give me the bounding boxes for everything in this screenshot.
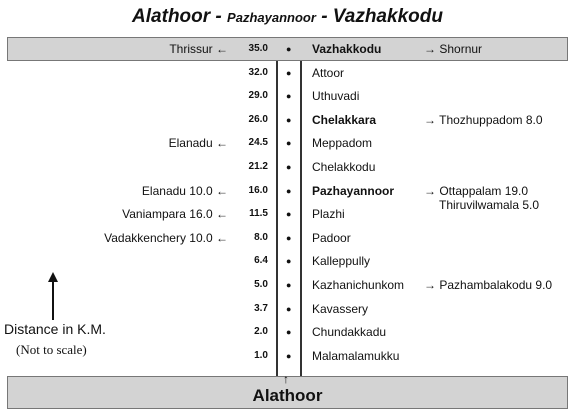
left-branch — [169, 39, 228, 59]
left-branch-label: Vaniampara 16.0 — [122, 207, 213, 222]
stop-dot-icon: ● — [286, 209, 292, 220]
stop-distance: 32.0 — [248, 66, 268, 78]
left-branch-label: Thrissur — [169, 42, 213, 56]
stop-dot-icon: ● — [286, 350, 292, 361]
stop-name: Chelakkodu — [312, 160, 376, 174]
stop-name: Kavassery — [312, 301, 369, 316]
stop-row — [0, 39, 575, 59]
stop-name: Attoor — [312, 65, 345, 80]
stop-dot-icon: ● — [286, 232, 292, 243]
distance-arrow-icon — [48, 272, 58, 320]
stop-dot-icon: ● — [286, 256, 292, 267]
stop-name: Chundakkadu — [312, 325, 387, 340]
stop-distance: 5.0 — [254, 279, 268, 290]
stop-distance: 29.0 — [248, 90, 268, 102]
legend-label: Distance in K.M. — [4, 321, 106, 337]
left-branch — [142, 181, 228, 201]
stop-dot-icon: ● — [286, 162, 292, 172]
stop-row — [0, 181, 575, 212]
left-branch-label: Elanadu 10.0 — [141, 183, 213, 198]
up-arrow-icon: ↑ — [283, 372, 289, 386]
stop-distance: 3.7 — [254, 302, 268, 314]
legend-note: (Not to scale) — [16, 342, 87, 357]
stop-dot-icon: ● — [286, 91, 292, 102]
title-end: - Vazhakkodu — [321, 6, 443, 27]
stop-dot-icon: ● — [286, 327, 292, 338]
right-branch-label: Ottappalam 19.0 — [439, 183, 529, 198]
stop-row — [0, 63, 575, 83]
stop-row — [0, 110, 575, 130]
left-branch — [104, 228, 228, 248]
stop-dot-icon: ● — [286, 114, 292, 125]
stop-dot-icon: ● — [286, 44, 292, 54]
stop-row — [0, 228, 575, 248]
stop-dot-icon: ● — [286, 280, 292, 290]
stop-name: Kalleppully — [312, 254, 371, 269]
stop-name: Uthuvadi — [312, 89, 360, 104]
origin-label: Alathoor — [252, 386, 323, 405]
stop-dot-icon: ● — [286, 67, 292, 78]
right-arrow-icon: → — [424, 278, 440, 292]
right-arrow-icon: → — [424, 112, 440, 127]
stop-row — [0, 204, 575, 224]
right-branch — [424, 110, 543, 130]
left-branch-label: Vadakkenchery 10.0 — [104, 230, 213, 245]
stop-row — [0, 86, 575, 106]
right-branch — [424, 39, 482, 59]
stop-row — [0, 251, 575, 271]
stop-name: Pazhayannoor — [312, 183, 395, 198]
stop-dot-icon: ● — [286, 185, 292, 196]
stop-name: Kazhanichunkom — [312, 278, 405, 292]
left-arrow-icon: ← — [212, 230, 228, 245]
stop-name: Malamalamukku — [312, 348, 400, 363]
left-arrow-icon: ← — [212, 207, 228, 222]
right-branch-label: Pazhambalakodu 9.0 — [439, 278, 553, 292]
stop-name: Plazhi — [312, 207, 345, 222]
stop-distance: 21.2 — [248, 161, 268, 172]
left-arrow-icon: ← — [212, 136, 228, 151]
right-branch — [424, 275, 552, 295]
stop-name: Vazhakkodu — [312, 42, 382, 56]
left-branch — [169, 133, 228, 153]
stop-distance: 24.5 — [248, 137, 268, 149]
stop-dot-icon: ● — [286, 138, 292, 149]
stop-name: Padoor — [312, 230, 351, 245]
stop-distance: 6.4 — [254, 255, 268, 267]
right-branch-secondary: Thiruvilwamala 5.0 — [439, 197, 540, 212]
stop-row — [0, 133, 575, 153]
stop-name: Meppadom — [312, 136, 373, 151]
stop-row — [0, 299, 575, 319]
stop-distance: 16.0 — [248, 184, 268, 196]
stop-distance: 1.0 — [254, 349, 268, 361]
stop-row — [0, 275, 575, 295]
stop-dot-icon: ● — [286, 303, 292, 314]
stop-row — [0, 157, 575, 177]
right-branch-label: Thozhuppadom 8.0 — [439, 112, 543, 127]
title-start: Alathoor - — [132, 6, 222, 27]
stop-name: Chelakkara — [312, 112, 377, 127]
title-middle: Pazhayannoor — [227, 10, 316, 25]
stop-distance: 8.0 — [254, 231, 268, 243]
stop-distance: 26.0 — [248, 113, 268, 125]
stop-distance: 11.5 — [249, 208, 268, 220]
diagram-title — [0, 6, 575, 28]
right-arrow-icon: → — [424, 183, 440, 198]
right-arrow-icon: → — [424, 42, 440, 56]
left-branch-label: Elanadu — [168, 136, 213, 151]
right-branch-label: Shornur — [439, 42, 483, 56]
left-arrow-icon: ← — [212, 183, 228, 198]
stop-distance: 2.0 — [254, 326, 268, 338]
left-arrow-icon: ← — [212, 42, 228, 56]
left-branch — [122, 204, 228, 224]
stop-distance: 35.0 — [248, 43, 268, 54]
